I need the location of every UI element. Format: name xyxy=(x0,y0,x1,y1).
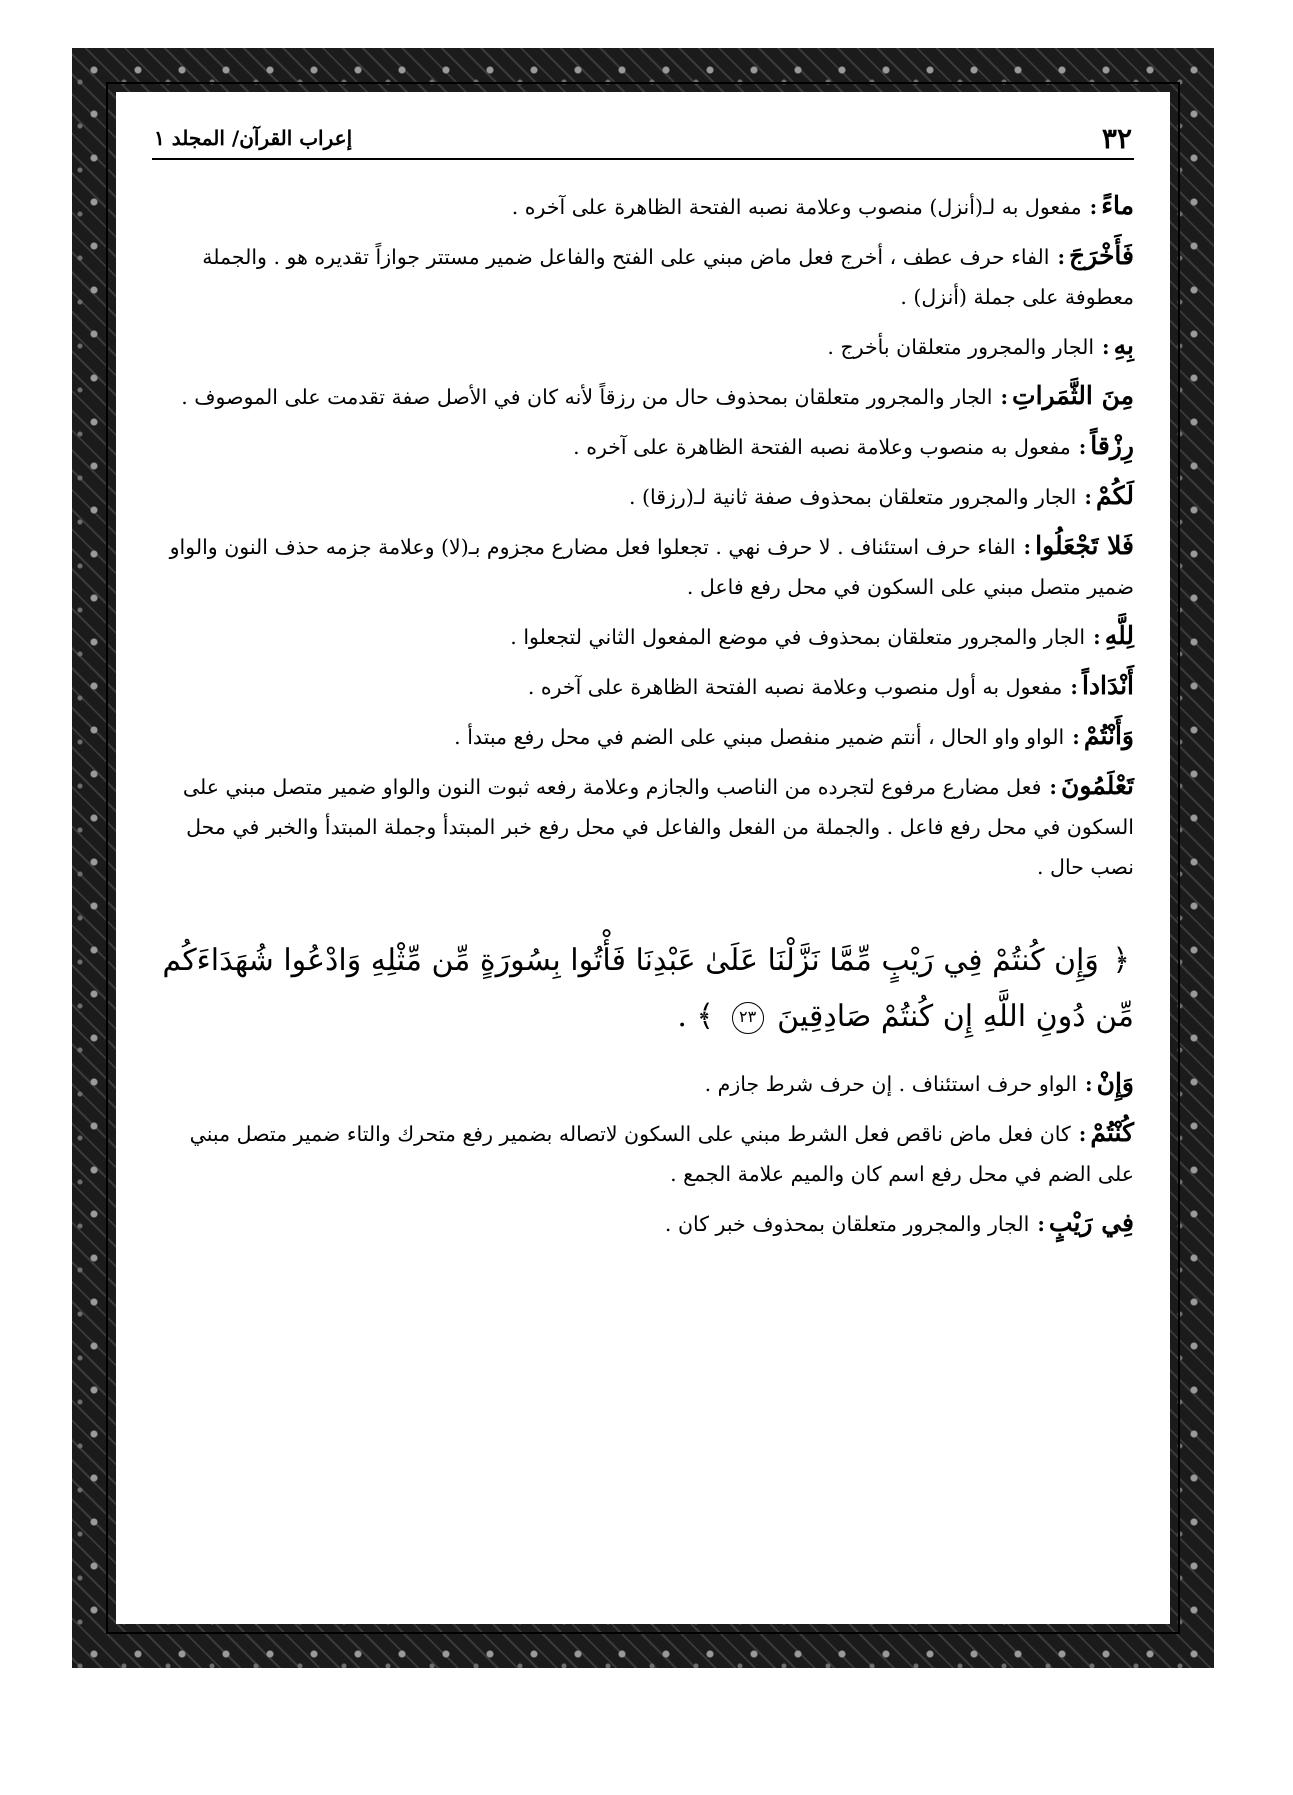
entry-separator: : xyxy=(1089,195,1098,219)
parsing-entry xyxy=(152,1063,1134,1104)
entry-term: لِلَّهِ xyxy=(1104,621,1134,650)
entry-separator: : xyxy=(1093,625,1101,649)
page-content xyxy=(152,160,1134,1244)
parsing-entries-second xyxy=(152,1063,1134,1244)
entry-term: أَنْدَاداً xyxy=(1081,671,1134,700)
entry-term: رِزْقاً xyxy=(1090,431,1134,460)
entry-term: فَلا تَجْعَلُوا xyxy=(1035,531,1134,560)
entry-separator: : xyxy=(1085,1072,1093,1096)
parsing-entry xyxy=(152,236,1134,317)
entry-term: وَإِنْ xyxy=(1096,1068,1134,1097)
entry-term: كُنْتُمْ xyxy=(1090,1118,1134,1147)
entry-separator: : xyxy=(1072,725,1080,749)
parsing-entry xyxy=(152,376,1134,417)
entry-separator: : xyxy=(1078,1122,1087,1146)
quran-verse xyxy=(152,933,1134,1045)
parsing-entry xyxy=(152,716,1134,757)
parsing-entry xyxy=(152,1203,1134,1244)
page-header xyxy=(152,92,1134,160)
entry-term: فَأَخْرَجَ xyxy=(1069,241,1134,270)
entry-separator: : xyxy=(1037,1212,1045,1236)
entry-separator: : xyxy=(1000,385,1009,409)
entry-explanation: كان فعل ماض ناقص فعل الشرط مبني على السكون لاتصاله بضمير رفع متحرك والتاء ضمير متصل مبني على الضم في محل رفع اسم كان والميم علامة الجمع . xyxy=(189,1122,1134,1186)
entry-separator: : xyxy=(1049,775,1057,799)
entry-term: مِنَ الثَّمَراتِ xyxy=(1012,381,1134,410)
entry-explanation: فعل مضارع مرفوع لتجرده من الناصب والجازم وعلامة رفعه ثبوت النون والواو ضمير متصل مبني على السكون في محل رفع فاعل . والجملة من الفعل والفاعل في محل رفع خبر المبتدأ وجملة المبتدأ والخبر في محل نصب حال . xyxy=(182,775,1134,879)
entry-explanation: الجار والمجرور متعلقان بمحذوف حال من رزقاً لأنه كان في الأصل صفة تقدمت على الموصوف . xyxy=(181,385,993,409)
parsing-entry xyxy=(152,186,1134,227)
parsing-entries-first xyxy=(152,186,1134,887)
entry-term: فِي رَيْبٍ xyxy=(1048,1208,1134,1237)
entry-separator: : xyxy=(1070,675,1078,699)
entry-term: بِهِ xyxy=(1113,331,1134,360)
parsing-entry xyxy=(152,526,1134,607)
verse-text: وَإِن كُنتُمْ فِي رَيْبٍ مِّمَّا نَزَّلْنَا عَلَىٰ عَبْدِنَا فَأْتُوا بِسُورَةٍ مِّن مِّثْلِهِ وَادْعُوا شُهَدَاءَكُم مِّن دُونِ اللَّهِ إِن كُنتُمْ صَادِقِينَ xyxy=(162,943,1134,1034)
parsing-entry xyxy=(152,766,1134,887)
entry-explanation: الفاء حرف عطف ، أخرج فعل ماض مبني على الفتح والفاعل ضمير مستتر جوازاً تقديره هو . والجملة معطوفة على جملة (أنزل) . xyxy=(202,245,1134,309)
entry-explanation: الجار والمجرور متعلقان بمحذوف في موضع المفعول الثاني لتجعلوا . xyxy=(510,625,1086,649)
entry-explanation: مفعول به منصوب وعلامة نصبه الفتحة الظاهرة على آخره . xyxy=(573,435,1071,459)
page-body xyxy=(116,92,1170,1624)
entry-term: لَكُمْ xyxy=(1095,481,1134,510)
verse-close-bracket: ﴾ . xyxy=(677,999,715,1034)
entry-separator: : xyxy=(1084,485,1092,509)
entry-separator: : xyxy=(1102,335,1110,359)
parsing-entry xyxy=(152,476,1134,517)
entry-term: وَأَنْتُمْ xyxy=(1083,721,1134,750)
parsing-entry xyxy=(152,326,1134,367)
parsing-entry xyxy=(152,1113,1134,1194)
entry-explanation: الجار والمجرور متعلقان بمحذوف صفة ثانية لـ(رزقا) . xyxy=(628,485,1077,509)
verse-number: ٢٣ xyxy=(732,1002,764,1034)
entry-explanation: الواو واو الحال ، أنتم ضمير منفصل مبني على الضم في محل رفع مبتدأ . xyxy=(454,725,1065,749)
parsing-entry xyxy=(152,426,1134,467)
parsing-entry xyxy=(152,666,1134,707)
entry-explanation: الجار والمجرور متعلقان بمحذوف خبر كان . xyxy=(664,1212,1030,1236)
page-number: ٣٢ xyxy=(1101,122,1132,155)
entry-explanation: الفاء حرف استئناف . لا حرف نهي . تجعلوا فعل مضارع مجزوم بـ(لا) وعلامة جزمه حذف النون والواو ضمير متصل مبني على السكون في محل رفع فاعل . xyxy=(169,535,1134,599)
entry-explanation: الجار والمجرور متعلقان بأخرج . xyxy=(827,335,1095,359)
entry-explanation: مفعول به أول منصوب وعلامة نصبه الفتحة الظاهرة على آخره . xyxy=(527,675,1063,699)
entry-separator: : xyxy=(1023,535,1032,559)
entry-term: تَعْلَمُونَ xyxy=(1060,771,1134,800)
verse-open-bracket: ﴿ xyxy=(1112,943,1130,978)
entry-explanation: الواو حرف استئناف . إن حرف شرط جازم . xyxy=(704,1072,1078,1096)
parsing-entry xyxy=(152,616,1134,657)
entry-separator: : xyxy=(1057,245,1066,269)
entry-term: ماءً xyxy=(1101,191,1134,220)
book-title: إعراب القرآن/ المجلد ١ xyxy=(154,126,353,150)
entry-separator: : xyxy=(1078,435,1087,459)
entry-explanation: مفعول به لـ(أنزل) منصوب وعلامة نصبه الفتحة الظاهرة على آخره . xyxy=(511,195,1082,219)
